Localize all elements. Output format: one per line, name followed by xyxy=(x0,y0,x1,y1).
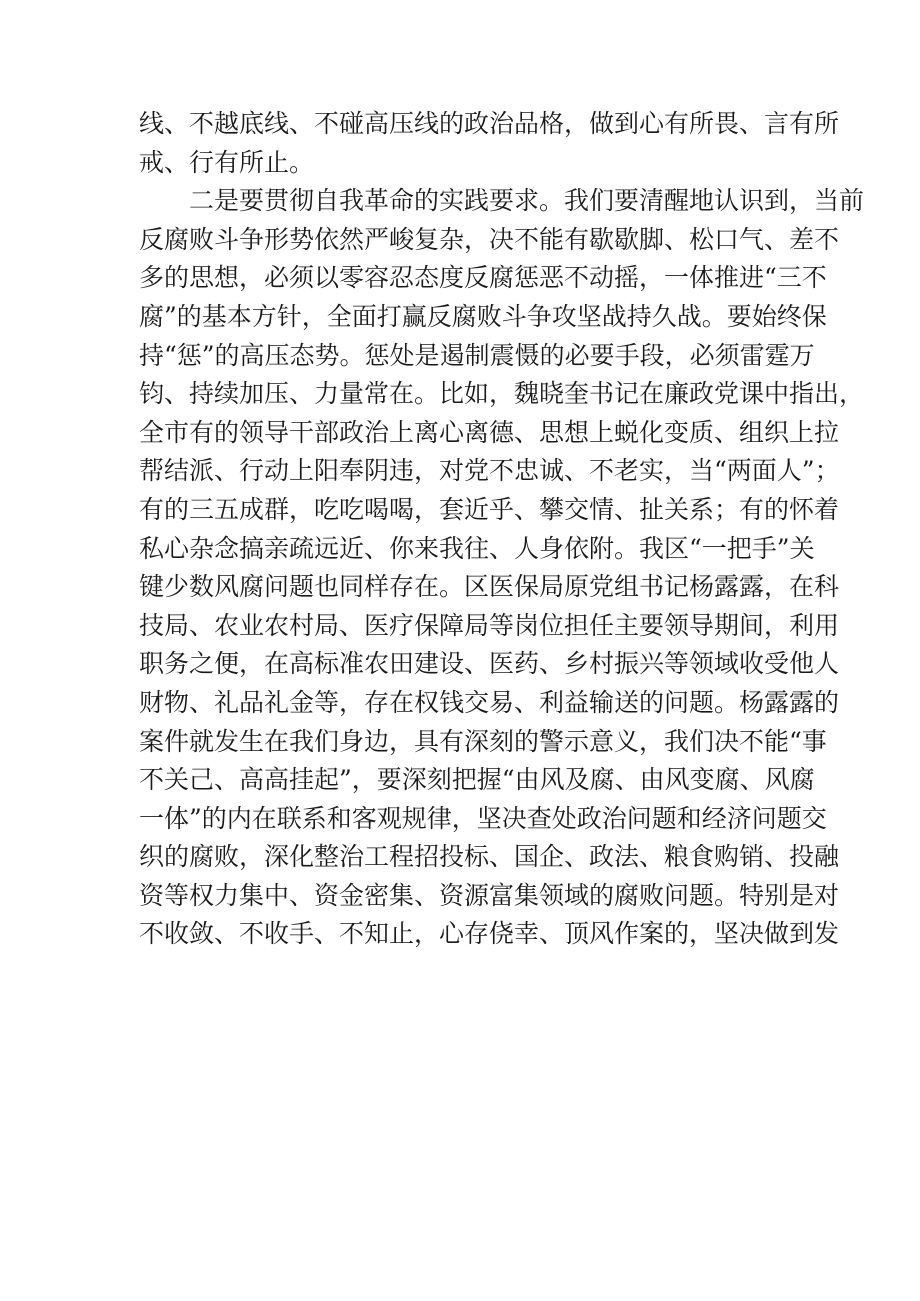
text-line: 一体”的内在联系和客观规律，坚决查处政治问题和经济问题交 xyxy=(139,803,827,833)
text-line: 不收敛、不收手、不知止，心存侥幸、顶风作案的，坚决做到发 xyxy=(139,919,840,949)
text-line: 技局、农业农村局、医疗保障局等岗位担任主要领导期间，利用 xyxy=(139,610,840,640)
text-line: 案件就发生在我们身边，具有深刻的警示意义，我们决不能“事 xyxy=(139,726,827,756)
text-line: 不关己、高高挂起”，要深刻把握“由风及腐、由风变腐、风腐 xyxy=(139,765,815,795)
text-line: 织的腐败，深化整治工程招投标、国企、政法、粮食购销、投融 xyxy=(139,842,840,872)
text-line: 资等权力集中、资金密集、资源富集领域的腐败问题。特别是对 xyxy=(139,880,840,910)
text-line: 帮结派、行动上阳奉阴违，对党不忠诚、不老实，当“两面人”； xyxy=(139,456,840,486)
text-line: 有的三五成群，吃吃喝喝，套近乎、攀交情、扯关系；有的怀着 xyxy=(139,494,840,524)
text-line: 职务之便，在高标准农田建设、医药、乡村振兴等领域收受他人 xyxy=(139,649,840,679)
text-line: 财物、礼品礼金等，存在权钱交易、利益输送的问题。杨露露的 xyxy=(139,687,840,717)
body-text xyxy=(139,105,865,954)
text-line: 全市有的领导干部政治上离心离德、思想上蜕化变质、组织上拉 xyxy=(139,417,840,447)
text-line: 腐”的基本方针，全面打赢反腐败斗争攻坚战持久战。要始终保 xyxy=(139,301,827,331)
text-line: 持“惩”的高压态势。惩处是遏制震慑的必要手段，必须雷霆万 xyxy=(139,340,815,370)
text-line: 多的思想，必须以零容忍态度反腐惩恶不动摇，一体推进“三不 xyxy=(139,263,827,293)
text-line: 私心杂念搞亲疏远近、你来我往、人身依附。我区“一把手”关 xyxy=(139,533,815,563)
text-line: 反腐败斗争形势依然严峻复杂，决不能有歇歇脚、松口气、差不 xyxy=(139,224,840,254)
text-line: 线、不越底线、不碰高压线的政治品格，做到心有所畏、言有所 xyxy=(139,109,840,138)
paragraph-start-line: 二是要贯彻自我革命的实践要求。我们要清醒地认识到，当前 xyxy=(189,186,865,216)
text-line: 键少数风腐问题也同样存在。区医保局原党组书记杨露露，在科 xyxy=(139,572,840,602)
text-line: 钧、持续加压、力量常在。比如，魏晓奎书记在廉政党课中指出， xyxy=(139,379,865,409)
text-line: 戒、行有所止。 xyxy=(139,147,315,177)
